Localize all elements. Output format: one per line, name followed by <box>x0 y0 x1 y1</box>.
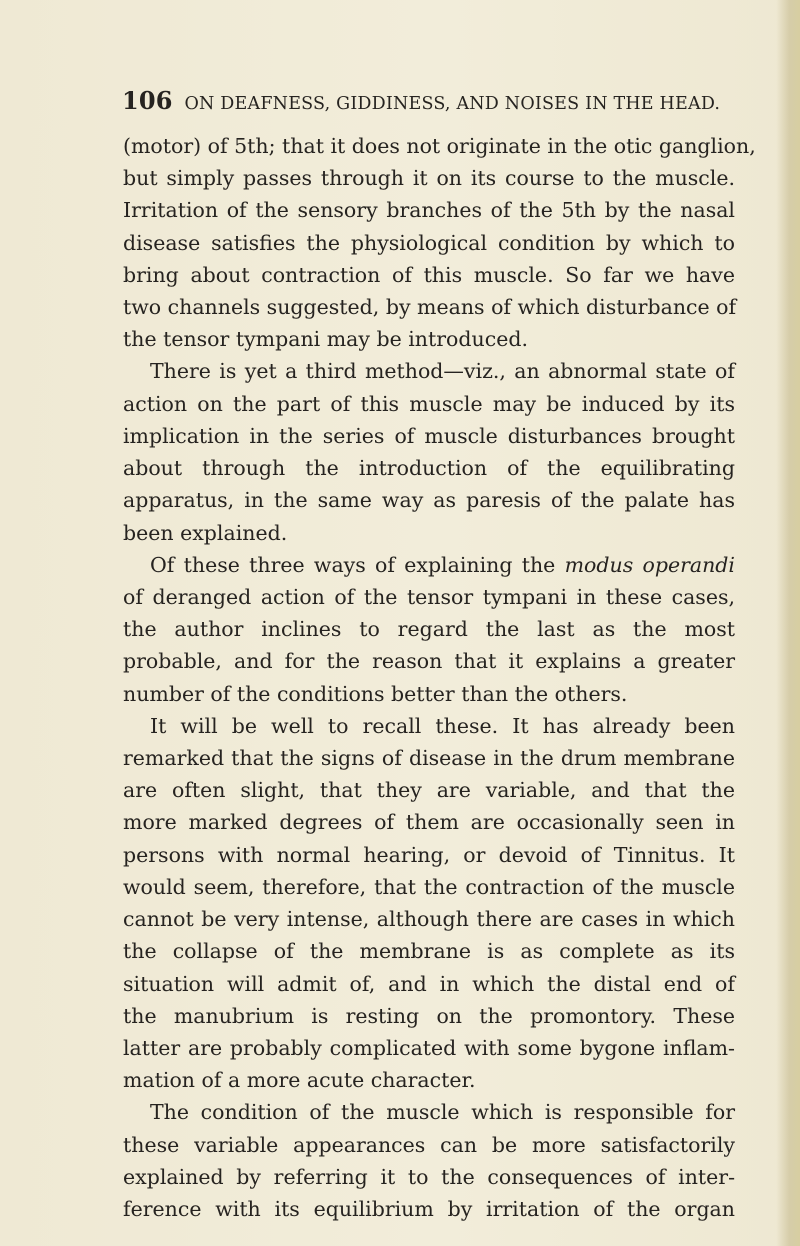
text-line: would seem, therefore, that the contraction of the muscle <box>123 874 735 899</box>
text-line-start: Of these three ways of explaining the <box>150 552 565 577</box>
text-line: ference with its equilibrium by irritation of the organ <box>123 1197 735 1221</box>
running-title: ON DEAFNESS, GIDDINESS, AND NOISES IN THE HEAD. <box>184 94 721 114</box>
text-line: bring about contraction of this muscle. So far we have <box>123 262 735 287</box>
text-line: cannot be very intense, although there are cases in which <box>123 907 735 932</box>
italic-phrase: modus operandi <box>564 552 735 577</box>
text-line: The condition of the muscle which is responsible for <box>150 1100 735 1125</box>
text-line: been explained. <box>123 520 288 545</box>
text-line: probable, and for the reason that it explains a greater <box>123 649 735 674</box>
text-line: about through the introduction of the equilibrating <box>123 456 735 481</box>
text-line-with-italic <box>150 552 735 578</box>
text-line: It will be well to recall these. It has already been <box>150 713 735 738</box>
text-line: remarked that the signs of disease in the drum membrane <box>123 746 735 771</box>
text-line: latter are probably complicated with some bygone inflam- <box>123 1035 735 1060</box>
page-number: 106 <box>122 86 173 115</box>
text-line: Irritation of the sensory branches of the 5th by the nasal <box>123 198 735 223</box>
text-line: number of the conditions better than the others. <box>123 681 628 706</box>
text-line: explained by referring it to the consequences of inter- <box>123 1164 735 1189</box>
text-line: apparatus, in the same way as paresis of the palate has <box>123 488 735 513</box>
text-line: are often slight, that they are variable, and that the <box>123 778 735 803</box>
text-line: but simply passes through it on its course to the muscle. <box>123 166 735 191</box>
text-line: disease satisfies the physiological condition by which to <box>123 230 735 255</box>
text-line: action on the part of this muscle may be induced by its <box>123 391 735 416</box>
text-line: these variable appearances can be more satisfactorily <box>123 1132 735 1157</box>
text-line: two channels suggested, by means of which disturbance of <box>123 295 737 320</box>
text-line: of deranged action of the tensor tympani in these cases, <box>123 584 735 609</box>
text-line: more marked degrees of them are occasionally seen in <box>123 810 735 835</box>
text-line: the tensor tympani may be introduced. <box>123 327 528 352</box>
text-line: persons with normal hearing, or devoid of Tinnitus. It <box>123 842 735 867</box>
text-line: mation of a more acute character. <box>123 1068 476 1093</box>
text-line: the author inclines to regard the last as the most <box>123 617 735 642</box>
text-line: There is yet a third method—viz., an abnormal state of <box>150 359 735 384</box>
text-line: the collapse of the membrane is as complete as its <box>123 939 735 964</box>
text-line: situation will admit of, and in which the distal end of <box>123 971 735 996</box>
text-line: the manubrium is resting on the promontory. These <box>123 1003 735 1028</box>
text-line: (motor) of 5th; that it does not originate in the otic ganglion, <box>123 134 756 158</box>
text-line: implication in the series of muscle disturbances brought <box>123 423 735 448</box>
